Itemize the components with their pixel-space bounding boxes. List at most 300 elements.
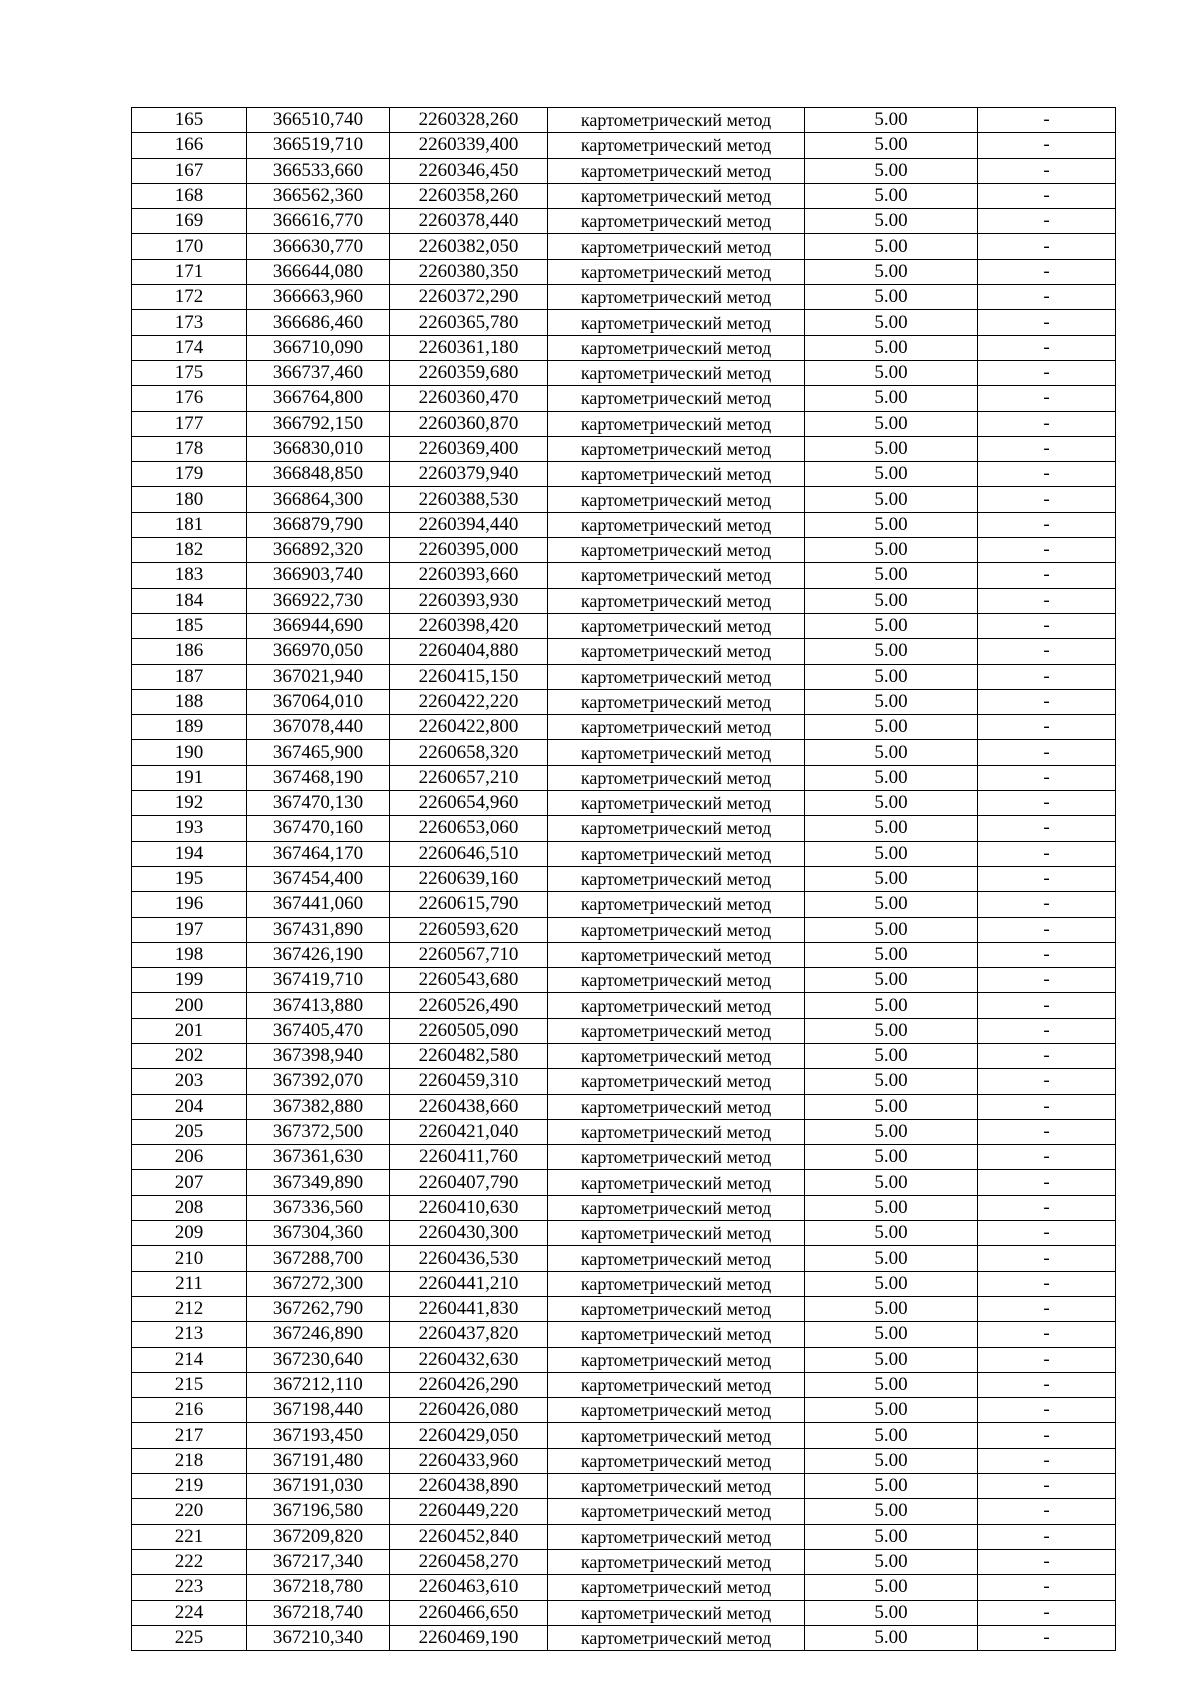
method-cell: картометрический метод <box>548 386 805 411</box>
y-coordinate-cell: 2260360,470 <box>390 386 548 411</box>
accuracy-cell: 5.00 <box>805 360 978 385</box>
point-number-cell: 213 <box>132 1322 247 1347</box>
accuracy-cell: 5.00 <box>805 1575 978 1600</box>
point-number-cell: 185 <box>132 613 247 638</box>
point-number-cell: 195 <box>132 866 247 891</box>
x-coordinate-cell: 366879,790 <box>247 512 390 537</box>
point-number-cell: 224 <box>132 1600 247 1625</box>
point-number-cell: 196 <box>132 892 247 917</box>
y-coordinate-cell: 2260543,680 <box>390 968 548 993</box>
x-coordinate-cell: 367441,060 <box>247 892 390 917</box>
point-number-cell: 192 <box>132 791 247 816</box>
y-coordinate-cell: 2260653,060 <box>390 816 548 841</box>
x-coordinate-cell: 366519,710 <box>247 133 390 158</box>
y-coordinate-cell: 2260639,160 <box>390 866 548 891</box>
x-coordinate-cell: 367336,560 <box>247 1195 390 1220</box>
method-cell: картометрический метод <box>548 765 805 790</box>
y-coordinate-cell: 2260466,650 <box>390 1600 548 1625</box>
method-cell: картометрический метод <box>548 158 805 183</box>
y-coordinate-cell: 2260426,290 <box>390 1372 548 1397</box>
x-coordinate-cell: 367064,010 <box>247 689 390 714</box>
x-coordinate-cell: 366737,460 <box>247 360 390 385</box>
x-coordinate-cell: 367272,300 <box>247 1271 390 1296</box>
table-row <box>132 1347 1116 1372</box>
table-row <box>132 1625 1116 1650</box>
note-cell: - <box>978 639 1116 664</box>
y-coordinate-cell: 2260433,960 <box>390 1448 548 1473</box>
table-row <box>132 715 1116 740</box>
accuracy-cell: 5.00 <box>805 259 978 284</box>
accuracy-cell: 5.00 <box>805 841 978 866</box>
note-cell: - <box>978 234 1116 259</box>
table-row <box>132 563 1116 588</box>
note-cell: - <box>978 1372 1116 1397</box>
x-coordinate-cell: 367212,110 <box>247 1372 390 1397</box>
method-cell: картометрический метод <box>548 1448 805 1473</box>
method-cell: картометрический метод <box>548 816 805 841</box>
method-cell: картометрический метод <box>548 335 805 360</box>
y-coordinate-cell: 2260526,490 <box>390 993 548 1018</box>
point-number-cell: 188 <box>132 689 247 714</box>
y-coordinate-cell: 2260436,530 <box>390 1246 548 1271</box>
accuracy-cell: 5.00 <box>805 512 978 537</box>
method-cell: картометрический метод <box>548 1145 805 1170</box>
table-row <box>132 942 1116 967</box>
table-row <box>132 1296 1116 1321</box>
y-coordinate-cell: 2260482,580 <box>390 1043 548 1068</box>
point-number-cell: 212 <box>132 1296 247 1321</box>
accuracy-cell: 5.00 <box>805 1448 978 1473</box>
y-coordinate-cell: 2260369,400 <box>390 436 548 461</box>
table-row <box>132 968 1116 993</box>
x-coordinate-cell: 367198,440 <box>247 1398 390 1423</box>
y-coordinate-cell: 2260361,180 <box>390 335 548 360</box>
y-coordinate-cell: 2260437,820 <box>390 1322 548 1347</box>
x-coordinate-cell: 367426,190 <box>247 942 390 967</box>
method-cell: картометрический метод <box>548 1398 805 1423</box>
accuracy-cell: 5.00 <box>805 436 978 461</box>
y-coordinate-cell: 2260415,150 <box>390 664 548 689</box>
note-cell: - <box>978 866 1116 891</box>
table-row <box>132 740 1116 765</box>
x-coordinate-cell: 366710,090 <box>247 335 390 360</box>
x-coordinate-cell: 367262,790 <box>247 1296 390 1321</box>
accuracy-cell: 5.00 <box>805 1499 978 1524</box>
note-cell: - <box>978 436 1116 461</box>
note-cell: - <box>978 386 1116 411</box>
y-coordinate-cell: 2260422,800 <box>390 715 548 740</box>
note-cell: - <box>978 1094 1116 1119</box>
method-cell: картометрический метод <box>548 1549 805 1574</box>
x-coordinate-cell: 367218,740 <box>247 1600 390 1625</box>
method-cell: картометрический метод <box>548 133 805 158</box>
y-coordinate-cell: 2260378,440 <box>390 209 548 234</box>
table-row <box>132 1524 1116 1549</box>
x-coordinate-cell: 367413,880 <box>247 993 390 1018</box>
note-cell: - <box>978 1499 1116 1524</box>
table-row <box>132 310 1116 335</box>
y-coordinate-cell: 2260360,870 <box>390 411 548 436</box>
x-coordinate-cell: 367468,190 <box>247 765 390 790</box>
y-coordinate-cell: 2260398,420 <box>390 613 548 638</box>
y-coordinate-cell: 2260422,220 <box>390 689 548 714</box>
method-cell: картометрический метод <box>548 1170 805 1195</box>
x-coordinate-cell: 367196,580 <box>247 1499 390 1524</box>
y-coordinate-cell: 2260372,290 <box>390 285 548 310</box>
table-row <box>132 133 1116 158</box>
point-number-cell: 211 <box>132 1271 247 1296</box>
y-coordinate-cell: 2260429,050 <box>390 1423 548 1448</box>
accuracy-cell: 5.00 <box>805 1094 978 1119</box>
point-number-cell: 223 <box>132 1575 247 1600</box>
y-coordinate-cell: 2260380,350 <box>390 259 548 284</box>
point-number-cell: 176 <box>132 386 247 411</box>
table-row <box>132 1094 1116 1119</box>
note-cell: - <box>978 1347 1116 1372</box>
point-number-cell: 182 <box>132 538 247 563</box>
accuracy-cell: 5.00 <box>805 183 978 208</box>
point-number-cell: 214 <box>132 1347 247 1372</box>
y-coordinate-cell: 2260430,300 <box>390 1221 548 1246</box>
table-row <box>132 816 1116 841</box>
note-cell: - <box>978 1474 1116 1499</box>
note-cell: - <box>978 360 1116 385</box>
table-row <box>132 1575 1116 1600</box>
note-cell: - <box>978 1018 1116 1043</box>
table-row <box>132 588 1116 613</box>
method-cell: картометрический метод <box>548 259 805 284</box>
method-cell: картометрический метод <box>548 411 805 436</box>
y-coordinate-cell: 2260449,220 <box>390 1499 548 1524</box>
point-number-cell: 178 <box>132 436 247 461</box>
method-cell: картометрический метод <box>548 892 805 917</box>
point-number-cell: 208 <box>132 1195 247 1220</box>
method-cell: картометрический метод <box>548 1372 805 1397</box>
point-number-cell: 181 <box>132 512 247 537</box>
point-number-cell: 187 <box>132 664 247 689</box>
point-number-cell: 209 <box>132 1221 247 1246</box>
method-cell: картометрический метод <box>548 689 805 714</box>
x-coordinate-cell: 367217,340 <box>247 1549 390 1574</box>
accuracy-cell: 5.00 <box>805 1347 978 1372</box>
note-cell: - <box>978 715 1116 740</box>
method-cell: картометрический метод <box>548 1018 805 1043</box>
y-coordinate-cell: 2260458,270 <box>390 1549 548 1574</box>
table-row <box>132 259 1116 284</box>
table-row <box>132 1221 1116 1246</box>
method-cell: картометрический метод <box>548 209 805 234</box>
point-number-cell: 199 <box>132 968 247 993</box>
x-coordinate-cell: 366764,800 <box>247 386 390 411</box>
point-number-cell: 186 <box>132 639 247 664</box>
method-cell: картометрический метод <box>548 791 805 816</box>
accuracy-cell: 5.00 <box>805 1246 978 1271</box>
accuracy-cell: 5.00 <box>805 1524 978 1549</box>
note-cell: - <box>978 563 1116 588</box>
x-coordinate-cell: 367288,700 <box>247 1246 390 1271</box>
point-number-cell: 179 <box>132 462 247 487</box>
point-number-cell: 180 <box>132 487 247 512</box>
note-cell: - <box>978 993 1116 1018</box>
point-number-cell: 169 <box>132 209 247 234</box>
table-row <box>132 1246 1116 1271</box>
accuracy-cell: 5.00 <box>805 1625 978 1650</box>
x-coordinate-cell: 366892,320 <box>247 538 390 563</box>
y-coordinate-cell: 2260459,310 <box>390 1069 548 1094</box>
accuracy-cell: 5.00 <box>805 1069 978 1094</box>
x-coordinate-cell: 366510,740 <box>247 108 390 133</box>
note-cell: - <box>978 1069 1116 1094</box>
note-cell: - <box>978 1398 1116 1423</box>
y-coordinate-cell: 2260388,530 <box>390 487 548 512</box>
method-cell: картометрический метод <box>548 588 805 613</box>
method-cell: картометрический метод <box>548 613 805 638</box>
method-cell: картометрический метод <box>548 1600 805 1625</box>
x-coordinate-cell: 367361,630 <box>247 1145 390 1170</box>
method-cell: картометрический метод <box>548 234 805 259</box>
point-number-cell: 173 <box>132 310 247 335</box>
method-cell: картометрический метод <box>548 285 805 310</box>
note-cell: - <box>978 1575 1116 1600</box>
note-cell: - <box>978 765 1116 790</box>
accuracy-cell: 5.00 <box>805 689 978 714</box>
table-row <box>132 1474 1116 1499</box>
point-number-cell: 183 <box>132 563 247 588</box>
x-coordinate-cell: 367021,940 <box>247 664 390 689</box>
point-number-cell: 167 <box>132 158 247 183</box>
note-cell: - <box>978 1322 1116 1347</box>
x-coordinate-cell: 367465,900 <box>247 740 390 765</box>
accuracy-cell: 5.00 <box>805 1145 978 1170</box>
note-cell: - <box>978 1524 1116 1549</box>
x-coordinate-cell: 367191,480 <box>247 1448 390 1473</box>
x-coordinate-cell: 366533,660 <box>247 158 390 183</box>
accuracy-cell: 5.00 <box>805 234 978 259</box>
table-row <box>132 1043 1116 1068</box>
accuracy-cell: 5.00 <box>805 791 978 816</box>
point-number-cell: 200 <box>132 993 247 1018</box>
accuracy-cell: 5.00 <box>805 613 978 638</box>
x-coordinate-cell: 367209,820 <box>247 1524 390 1549</box>
method-cell: картометрический метод <box>548 1119 805 1144</box>
accuracy-cell: 5.00 <box>805 310 978 335</box>
note-cell: - <box>978 689 1116 714</box>
y-coordinate-cell: 2260393,660 <box>390 563 548 588</box>
method-cell: картометрический метод <box>548 715 805 740</box>
y-coordinate-cell: 2260567,710 <box>390 942 548 967</box>
point-number-cell: 206 <box>132 1145 247 1170</box>
x-coordinate-cell: 366616,770 <box>247 209 390 234</box>
point-number-cell: 219 <box>132 1474 247 1499</box>
accuracy-cell: 5.00 <box>805 1221 978 1246</box>
table-row <box>132 1119 1116 1144</box>
table-row <box>132 1600 1116 1625</box>
method-cell: картометрический метод <box>548 563 805 588</box>
note-cell: - <box>978 487 1116 512</box>
table-row <box>132 993 1116 1018</box>
note-cell: - <box>978 1170 1116 1195</box>
y-coordinate-cell: 2260593,620 <box>390 917 548 942</box>
table-row <box>132 285 1116 310</box>
x-coordinate-cell: 366562,360 <box>247 183 390 208</box>
accuracy-cell: 5.00 <box>805 639 978 664</box>
method-cell: картометрический метод <box>548 183 805 208</box>
accuracy-cell: 5.00 <box>805 133 978 158</box>
y-coordinate-cell: 2260382,050 <box>390 234 548 259</box>
y-coordinate-cell: 2260615,790 <box>390 892 548 917</box>
method-cell: картометрический метод <box>548 740 805 765</box>
point-number-cell: 184 <box>132 588 247 613</box>
method-cell: картометрический метод <box>548 310 805 335</box>
point-number-cell: 194 <box>132 841 247 866</box>
method-cell: картометрический метод <box>548 512 805 537</box>
note-cell: - <box>978 1600 1116 1625</box>
table-row <box>132 1499 1116 1524</box>
table-row <box>132 1372 1116 1397</box>
table-row <box>132 765 1116 790</box>
table-row <box>132 841 1116 866</box>
y-coordinate-cell: 2260646,510 <box>390 841 548 866</box>
accuracy-cell: 5.00 <box>805 1322 978 1347</box>
method-cell: картометрический метод <box>548 1094 805 1119</box>
note-cell: - <box>978 791 1116 816</box>
method-cell: картометрический метод <box>548 1575 805 1600</box>
table-row <box>132 436 1116 461</box>
method-cell: картометрический метод <box>548 538 805 563</box>
point-number-cell: 204 <box>132 1094 247 1119</box>
accuracy-cell: 5.00 <box>805 892 978 917</box>
table-row <box>132 360 1116 385</box>
method-cell: картометрический метод <box>548 1423 805 1448</box>
table-row <box>132 689 1116 714</box>
note-cell: - <box>978 917 1116 942</box>
x-coordinate-cell: 366970,050 <box>247 639 390 664</box>
x-coordinate-cell: 367419,710 <box>247 968 390 993</box>
x-coordinate-cell: 366864,300 <box>247 487 390 512</box>
y-coordinate-cell: 2260365,780 <box>390 310 548 335</box>
y-coordinate-cell: 2260441,210 <box>390 1271 548 1296</box>
point-number-cell: 170 <box>132 234 247 259</box>
accuracy-cell: 5.00 <box>805 917 978 942</box>
point-number-cell: 207 <box>132 1170 247 1195</box>
method-cell: картометрический метод <box>548 462 805 487</box>
x-coordinate-cell: 367405,470 <box>247 1018 390 1043</box>
table-row <box>132 866 1116 891</box>
y-coordinate-cell: 2260426,080 <box>390 1398 548 1423</box>
accuracy-cell: 5.00 <box>805 411 978 436</box>
x-coordinate-cell: 366922,730 <box>247 588 390 613</box>
method-cell: картометрический метод <box>548 1069 805 1094</box>
x-coordinate-cell: 366686,460 <box>247 310 390 335</box>
table-row <box>132 791 1116 816</box>
note-cell: - <box>978 335 1116 360</box>
note-cell: - <box>978 1119 1116 1144</box>
x-coordinate-cell: 366848,850 <box>247 462 390 487</box>
y-coordinate-cell: 2260657,210 <box>390 765 548 790</box>
y-coordinate-cell: 2260407,790 <box>390 1170 548 1195</box>
x-coordinate-cell: 366630,770 <box>247 234 390 259</box>
method-cell: картометрический метод <box>548 968 805 993</box>
note-cell: - <box>978 816 1116 841</box>
method-cell: картометрический метод <box>548 108 805 133</box>
point-number-cell: 174 <box>132 335 247 360</box>
x-coordinate-cell: 367464,170 <box>247 841 390 866</box>
method-cell: картометрический метод <box>548 487 805 512</box>
y-coordinate-cell: 2260658,320 <box>390 740 548 765</box>
accuracy-cell: 5.00 <box>805 993 978 1018</box>
note-cell: - <box>978 1145 1116 1170</box>
y-coordinate-cell: 2260393,930 <box>390 588 548 613</box>
table-row <box>132 1195 1116 1220</box>
table-row <box>132 538 1116 563</box>
method-cell: картометрический метод <box>548 1499 805 1524</box>
table-row <box>132 664 1116 689</box>
table-row <box>132 917 1116 942</box>
table-row <box>132 335 1116 360</box>
accuracy-cell: 5.00 <box>805 563 978 588</box>
point-number-cell: 171 <box>132 259 247 284</box>
x-coordinate-cell: 367431,890 <box>247 917 390 942</box>
note-cell: - <box>978 1423 1116 1448</box>
point-number-cell: 205 <box>132 1119 247 1144</box>
point-number-cell: 175 <box>132 360 247 385</box>
note-cell: - <box>978 841 1116 866</box>
method-cell: картометрический метод <box>548 942 805 967</box>
note-cell: - <box>978 588 1116 613</box>
x-coordinate-cell: 367246,890 <box>247 1322 390 1347</box>
note-cell: - <box>978 512 1116 537</box>
note-cell: - <box>978 1043 1116 1068</box>
accuracy-cell: 5.00 <box>805 1549 978 1574</box>
x-coordinate-cell: 367372,500 <box>247 1119 390 1144</box>
table-row <box>132 892 1116 917</box>
note-cell: - <box>978 209 1116 234</box>
point-number-cell: 168 <box>132 183 247 208</box>
accuracy-cell: 5.00 <box>805 1372 978 1397</box>
point-number-cell: 216 <box>132 1398 247 1423</box>
note-cell: - <box>978 259 1116 284</box>
x-coordinate-cell: 367230,640 <box>247 1347 390 1372</box>
point-number-cell: 218 <box>132 1448 247 1473</box>
method-cell: картометрический метод <box>548 866 805 891</box>
accuracy-cell: 5.00 <box>805 1423 978 1448</box>
method-cell: картометрический метод <box>548 639 805 664</box>
table-row <box>132 158 1116 183</box>
table-row <box>132 183 1116 208</box>
point-number-cell: 203 <box>132 1069 247 1094</box>
point-number-cell: 193 <box>132 816 247 841</box>
point-number-cell: 217 <box>132 1423 247 1448</box>
accuracy-cell: 5.00 <box>805 1474 978 1499</box>
accuracy-cell: 5.00 <box>805 1119 978 1144</box>
accuracy-cell: 5.00 <box>805 386 978 411</box>
note-cell: - <box>978 1448 1116 1473</box>
point-number-cell: 166 <box>132 133 247 158</box>
note-cell: - <box>978 968 1116 993</box>
x-coordinate-cell: 366663,960 <box>247 285 390 310</box>
note-cell: - <box>978 1221 1116 1246</box>
y-coordinate-cell: 2260339,400 <box>390 133 548 158</box>
x-coordinate-cell: 366830,010 <box>247 436 390 461</box>
note-cell: - <box>978 133 1116 158</box>
y-coordinate-cell: 2260441,830 <box>390 1296 548 1321</box>
point-number-cell: 215 <box>132 1372 247 1397</box>
y-coordinate-cell: 2260452,840 <box>390 1524 548 1549</box>
note-cell: - <box>978 1625 1116 1650</box>
note-cell: - <box>978 183 1116 208</box>
point-number-cell: 221 <box>132 1524 247 1549</box>
point-number-cell: 210 <box>132 1246 247 1271</box>
